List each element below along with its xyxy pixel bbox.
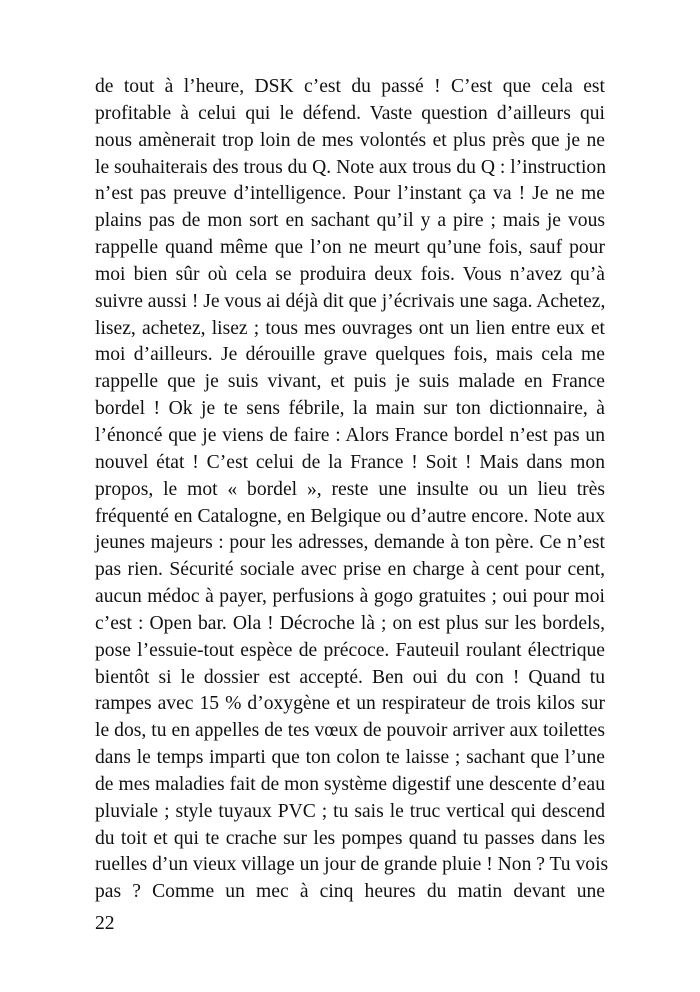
text-line: moi d’ailleurs. Je dérouille grave quelques fois, mais cela me <box>95 344 605 366</box>
text-line: le dos, tu en appelles de tes vœux de pouvoir arriver aux toilettes <box>95 720 605 742</box>
text-line: suivre aussi ! Je vous ai déjà dit que j’écrivais une saga. Achetez, <box>95 290 606 312</box>
text-line: l’énoncé que je viens de faire : Alors France bordel n’est pas un <box>95 424 605 446</box>
text-line: aucun médoc à payer, perfusions à gogo gratuites ; oui pour moi <box>95 586 605 608</box>
text-line: profitable à celui qui le défend. Vaste question d’ailleurs qui <box>95 102 605 124</box>
text-line: propos, le mot « bordel », reste une insulte ou un lieu très <box>95 478 605 500</box>
text-line: rappelle que je suis vivant, et puis je suis malade en France <box>95 371 605 393</box>
text-line: plains pas de mon sort en sachant qu’il y a pire ; mais je vous <box>95 210 605 232</box>
text-line: de tout à l’heure, DSK c’est du passé ! C’est que cela est <box>95 76 605 97</box>
text-line: ruelles d’un vieux village un jour de grande pluie ! Non ? Tu vois <box>95 854 609 876</box>
text-line: bordel ! Ok je te sens fébrile, la main sur ton dictionnaire, à <box>95 398 605 420</box>
text-line: jeunes majeurs : pour les adresses, demande à ton père. Ce n’est <box>95 532 605 554</box>
text-line: fréquenté en Catalogne, en Belgique ou d’autre encore. Note aux <box>95 505 605 527</box>
text-line: rampes avec 15 % d’oxygène et un respirateur de trois kilos sur <box>95 693 605 715</box>
text-line: lisez, achetez, lisez ; tous mes ouvrages ont un lien entre eux et <box>95 317 605 339</box>
text-line: pluviale ; style tuyaux PVC ; tu sais le truc vertical qui descend <box>95 800 605 822</box>
text-line: du toit et qui te crache sur les pompes quand tu passes dans les <box>95 827 605 849</box>
text-line: pas ? Comme un mec à cinq heures du matin devant une <box>95 881 605 903</box>
text-line: dans le temps imparti que ton colon te laisse ; sachant que l’une <box>95 747 605 769</box>
text-line: n’est pas preuve d’intelligence. Pour l’instant ça va ! Je ne me <box>95 183 605 205</box>
page-number: 22 <box>95 913 115 934</box>
text-line: le souhaiterais des trous du Q. Note aux trous du Q : l’instruction <box>95 156 606 178</box>
text-line: nouvel état ! C’est celui de la France ! Soit ! Mais dans mon <box>95 451 605 473</box>
text-line: moi bien sûr où cela se produira deux fois. Vous n’avez qu’à <box>95 263 605 285</box>
text-line: nous amènerait trop loin de mes volontés et plus près que je ne <box>95 129 605 151</box>
text-line: bientôt si le dossier est accepté. Ben oui du con ! Quand tu <box>95 666 605 688</box>
text-line: pas rien. Sécurité sociale avec prise en charge à cent pour cent, <box>95 559 605 581</box>
text-line: rappelle quand même que l’on ne meurt qu’une fois, sauf pour <box>95 237 605 259</box>
text-line: pose l’essuie-tout espèce de précoce. Fauteuil roulant électrique <box>95 639 605 661</box>
text-line: c’est : Open bar. Ola ! Décroche là ; on est plus sur les bordels, <box>95 612 605 634</box>
body-text <box>95 74 609 906</box>
text-line: de mes maladies fait de mon système digestif une descente d’eau <box>95 773 605 795</box>
